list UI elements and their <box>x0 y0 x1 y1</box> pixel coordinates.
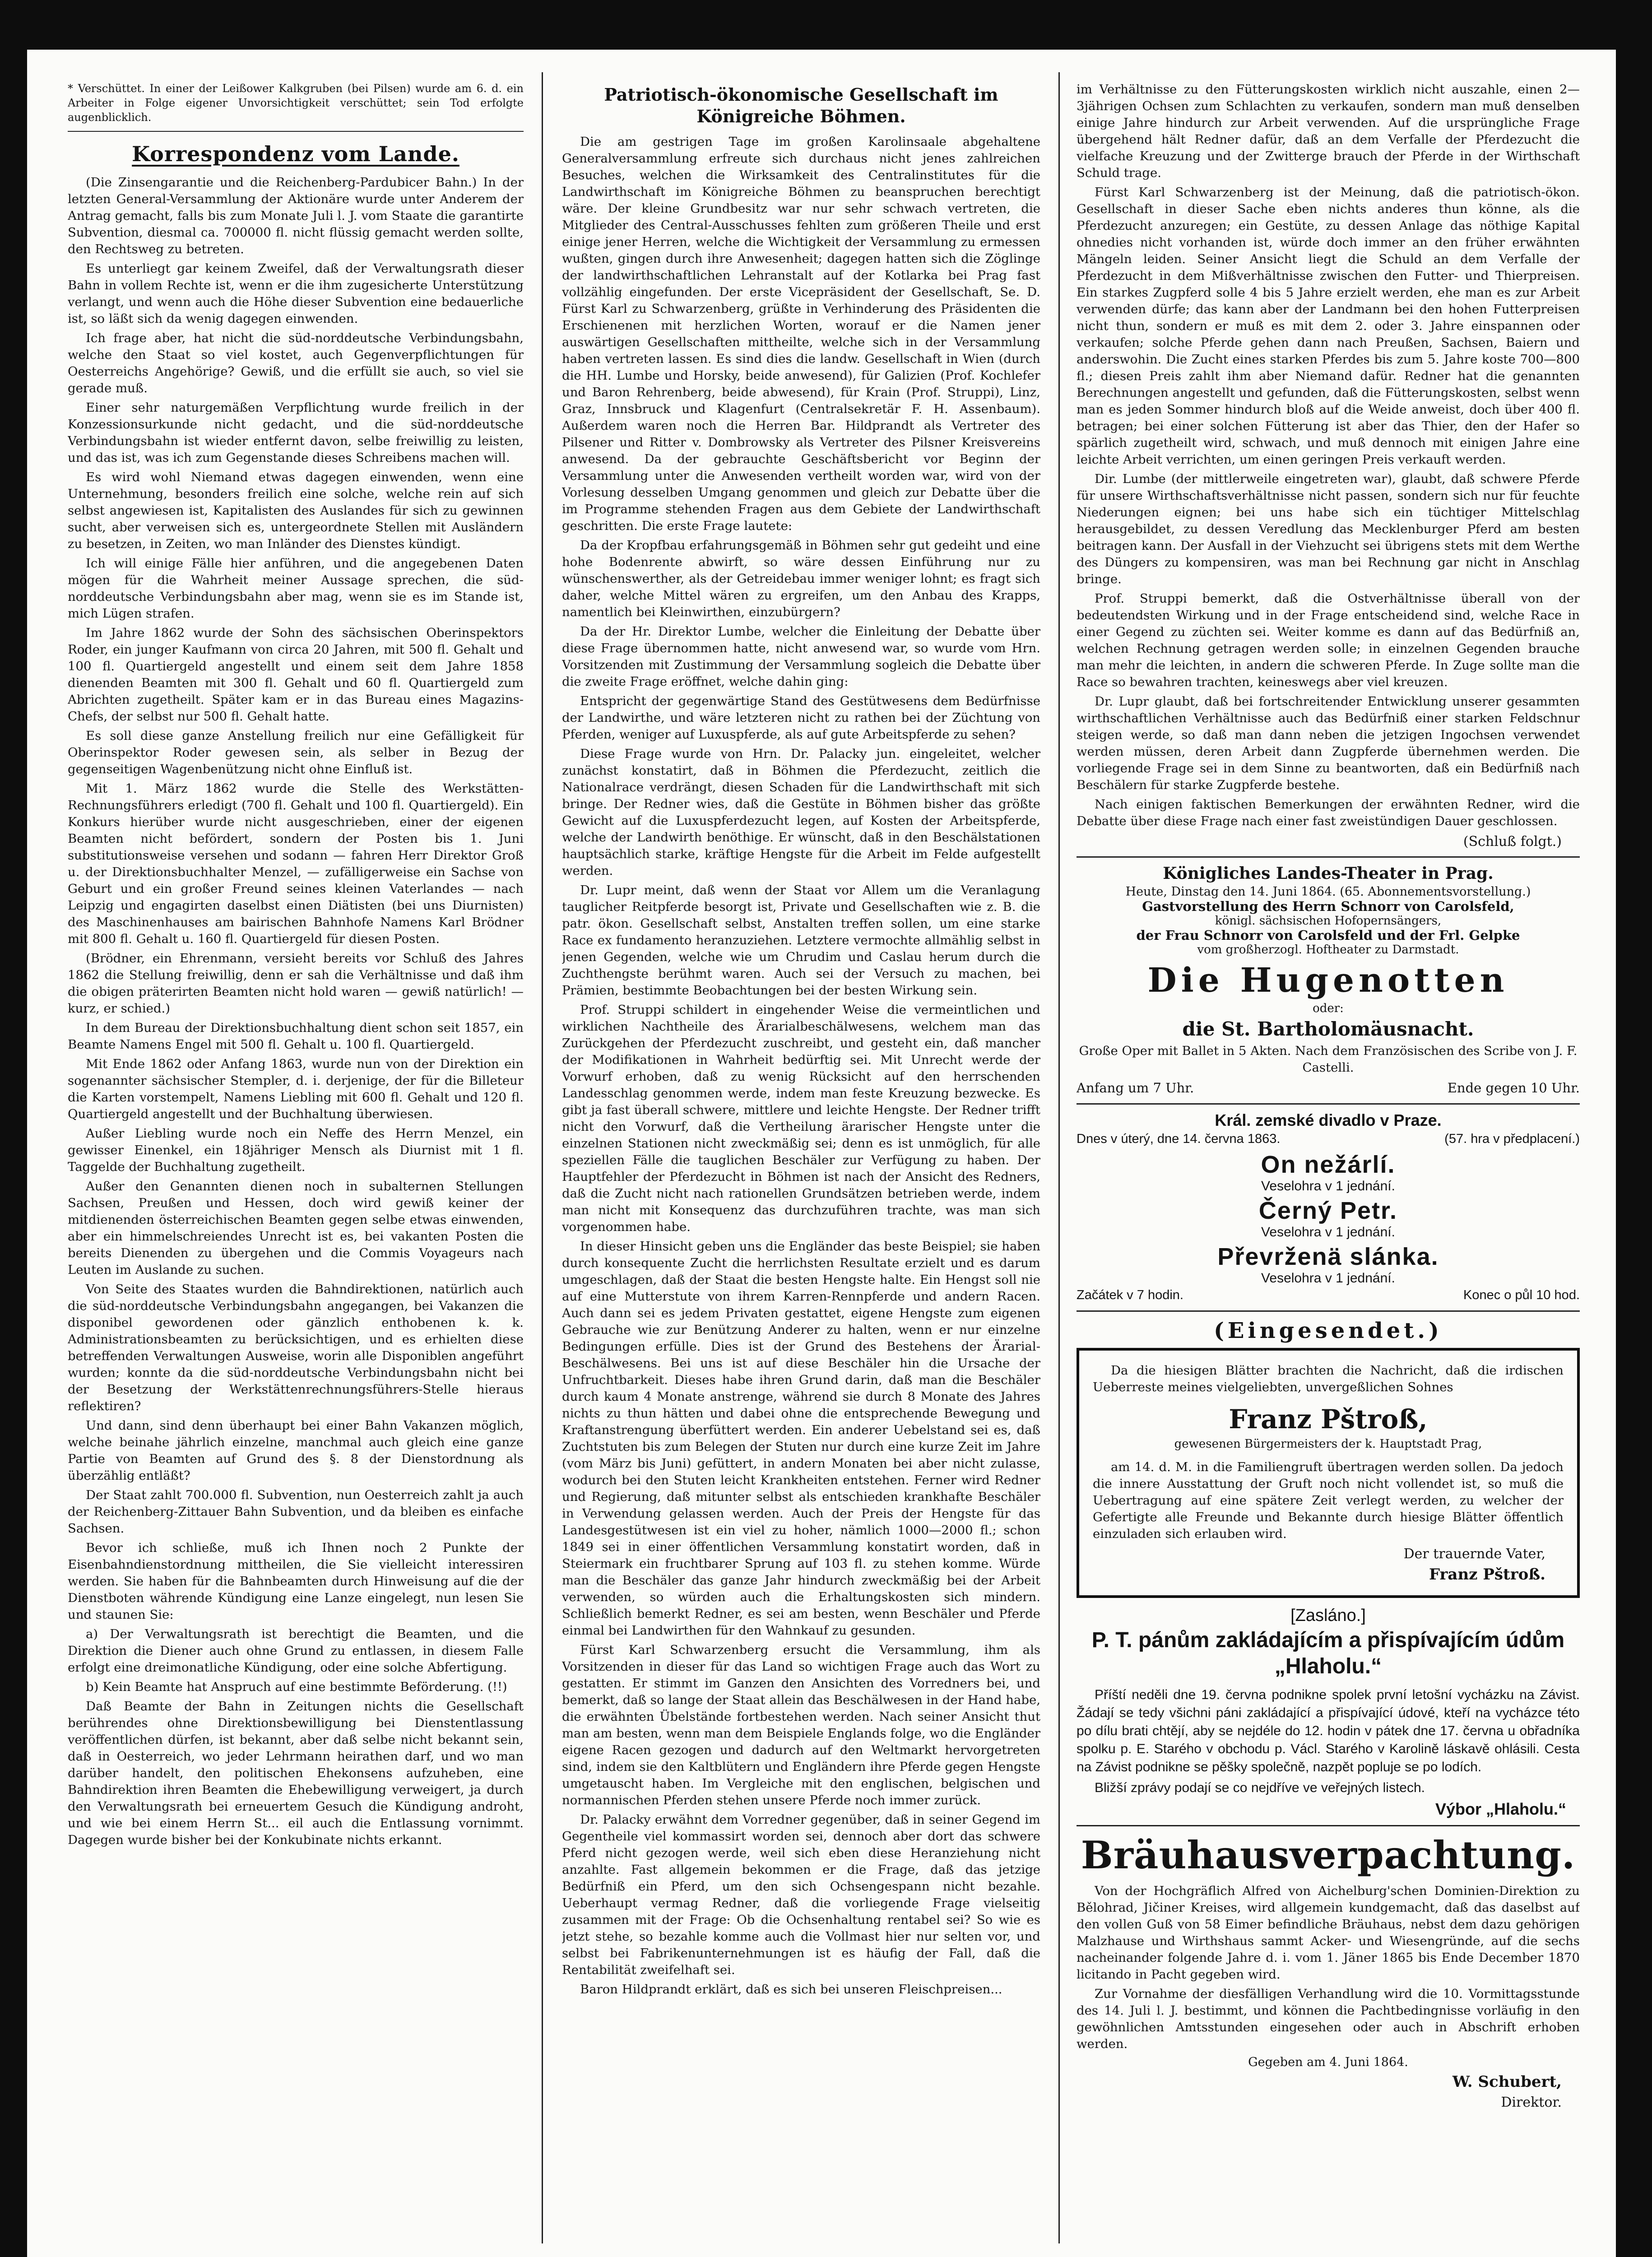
play-description: Große Oper mit Ballet in 5 Akten. Nach dem Französischen des Scribe von J. F. Castelli. <box>1079 1044 1578 1075</box>
paragraph: a) Der Verwaltungsrath ist berechtigt die Beamten, und die Direktion die Diener auch ohne Grund zu entlassen, in diesem Falle erfolgt eine dreimonatliche Kündigung, oder eine solche Abfertigung. <box>68 1627 524 1675</box>
paragraph: Fürst Karl Schwarzenberg ersucht die Versammlung, ihm als Vorsitzenden in dieser für das Land so wichtigen Frage auch das Wort zu gestatten. Er stimmt im Ganzen den Ansichten des Vorredners bei, und bemerkt, daß so lange der Staat allein das Beschälwesen in der Hand habe, die erwähnten Übelstände fortbestehen werden. Nach seiner Ansicht thut man am besten, wenn man dem Beispiele Englands folge, wo die Engländer eigene Racen gezogen und dadurch auf den Weltmarkt hervorgetreten sind, indem sie den Kaltblütern und Engländern ihre Pferde gegen Hengste umgetauscht haben. Im Vergleiche mit den englischen, belgischen und normannischen Pferden stehen unsere Pferde noch immer zurück. <box>562 1643 1040 1807</box>
paragraph: Mit Ende 1862 oder Anfang 1863, wurde nun von der Direktion ein sogenannter sächsischer Stempler, d. i. derjenige, der für die Billeteur die Karten vorstempelt, Namens Liebling mit 600 fl. Gehalt und 120 fl. Quartiergeld angestellt und der Buchhaltung überwiesen. <box>68 1057 524 1121</box>
paragraph: Prof. Struppi bemerkt, daß die Ostverhältnisse überall von der bedeutendsten Wirkung und in der Frage entscheidend sind, welche Race in einer Gegend zu züchten sei. Weiter komme es dann auf das Bedürfniß an, welchen Rechnung getragen werden solle; in einzelnen Gegenden brauche man mehr die leichten, in andern die schweren Pferde. In Zuge sollte man die Race so bewahren trachten, keineswegs aber viel kreuzen. <box>1077 591 1580 689</box>
paragraph: Der Staat zahlt 700.000 fl. Subvention, nun Oesterreich zahlt ja auch der Reichenberg-Zittauer Bahn Subvention, und da bleiben es einfache Sachsen. <box>68 1488 524 1536</box>
paragraph: Dir. Lumbe (der mittlerweile eingetreten war), glaubt, daß schwere Pferde für unsere Wirthschaftsverhältnisse nicht passen, sondern sich nur für feuchte Niederungen eignen; bei uns habe sich ein tüchtiger Mittelschlag herausgebildet, zu dessen Veredlung das Mecklenburger Pferd am besten beitragen kann. Der Ausfall in der Viehzucht sei übrigens stets mit dem Werthe des Düngers zu kompensiren, was man bei Rechnung gar nicht in Anschlag bringe. <box>1077 472 1580 586</box>
czech-date: Dnes v úterý, dne 14. června 1863. <box>1077 1132 1281 1146</box>
paragraph: Außer Liebling wurde noch ein Neffe des Herrn Menzel, ein gewisser Einenkel, ein 18jähriger Mensch als Diurnist mit 1 fl. Taggelde der Buchhaltung zugetheilt. <box>68 1126 524 1174</box>
section-heading: Korrespondenz vom Lande. <box>132 142 459 166</box>
paragraph: Daß Beamte der Bahn in Zeitungen nichts die Gesellschaft berührendes ohne Direktionsbewilligung bei Dienstentlassung veröffentlichen dürfen, ist bekannt, aber daß selbe nicht bekannt sein, daß in Oesterreich, wo jeder Lehrmann heirathen darf, und wo man darüber handelt, den politischen Ehekonsens aufzuheben, eine Bahndirektion ihren Beamten die Ehebewilligung verweigert, ja durch den Verwaltungsrath bei erneuertem Gesuch die Kündigung androht, und wie bei einem Herrn St... eil auch die Entlassung vornimmt. Dagegen wurde bisher bei der Konkubinate nichts erkannt. <box>68 1699 524 1847</box>
divider <box>1077 856 1580 858</box>
paragraph: Da der Hr. Direktor Lumbe, welcher die Einleitung der Debatte über diese Frage übernommen hatte, nicht anwesend war, so wurde vom Hrn. Vorsitzenden mit Zustimmung der Versammlung sogleich die Debatte über die zweite Frage eröffnet, welche dahin ging: <box>562 624 1040 689</box>
article-heading: Patriotisch-ökonomische Gesellschaft im Königreiche Böhmen. <box>604 84 998 126</box>
newspaper-page <box>27 50 1616 2257</box>
paragraph: In dem Bureau der Direktionsbuchhaltung dient schon seit 1857, ein Beamte Namens Engel mit 500 fl. Gehalt u. 100 fl. Quartiergeld. <box>68 1021 524 1052</box>
theater-title: Königliches Landes-Theater in Prag. <box>1163 864 1494 883</box>
paragraph: Bevor ich schließe, muß ich Ihnen noch 2 Punkte der Eisenbahndienstordnung mittheilen, die Sie vielleicht interessiren werden. Sie haben für die Bahnbeamten durch Hinweisung auf die der Dienstboten währende Kündigung eine Lanze eingelegt, nun lesen Sie und staunen Sie: <box>68 1541 524 1622</box>
paragraph: Entspricht der gegenwärtige Stand des Gestütwesens dem Bedürfnisse der Landwirthe, und wäre letzteren nicht zu rathen bei der Züchtung von Pferden, weniger auf Luxuspferde, als auf gute Arbeitspferde zu sehen? <box>562 694 1040 742</box>
start-time: Anfang um 7 Uhr. <box>1077 1080 1194 1096</box>
column-rule <box>542 72 543 2243</box>
paragraph: Von der Hochgräflich Alfred von Aichelburg'schen Dominien-Direktion zu Bělohrad, Jičiner Kreises, wird allgemein kundgemacht, daß das daselbst auf den vollen Guß von 58 Eimer befindliche Bräuhaus, nebst dem dazu gehörigen Malzhause und Wirthshaus sammt Acker- und Wiesengründe, auf die sechs nacheinander folgende Jahre d. i. vom 1. Jäner 1865 bis Ende December 1870 licitando in Pacht gegeben wird. <box>1077 1884 1580 1982</box>
paragraph: b) Kein Beamte hat Anspruch auf eine bestimmte Beförderung. (!!) <box>86 1680 507 1694</box>
paragraph: Im Jahre 1862 wurde der Sohn des sächsischen Oberinspektors Roder, ein junger Kaufmann von circa 20 Jahren, mit 500 fl. Gehalt und 100 fl. Quartiergeld angestellt und einem seit dem Jahre 1858 dienenden Beamten mit 300 fl. Gehalt und 60 fl. Quartiergeld zum Abrichten zugetheilt. Später kam er in das Bureau eines Magazins-Chefs, der selbst nur 500 fl. Gehalt hatte. <box>68 626 524 724</box>
zaslano-signature: Výbor „Hlaholu.“ <box>1435 1800 1566 1818</box>
deceased-name: Franz Pštroß, <box>1229 1404 1428 1435</box>
paragraph: Mit 1. März 1862 wurde die Stelle des Werkstätten-Rechnungsführers erledigt (700 fl. Gehalt und 100 fl. Quartiergeld). Ein Konkurs hierüber wurde nicht ausgeschrieben, einer der eigenen Beamten nicht befördert, sondern der Posten bis 1. Juni substitutionsweise versehen und sodann — fahren Herr Direktor Groß u. der Direktionsbuchhalter Menzel, — zufälligerweise ein Sachse von Geburt und ein großer Freund seines kleinen Vaterlandes — nach Leipzig und engagirten daselbst einen Diätisten (bei uns Diurnisten) des Maschinenhauses am bairischen Bahnhofe Namens Karl Brödner mit 800 fl. Gehalt u. 160 fl. Quartiergeld für diesen Posten. <box>68 781 524 946</box>
theater-line: vom großherzogl. Hoftheater zu Darmstadt. <box>1197 943 1459 957</box>
paragraph: Baron Hildprandt erklärt, daß es sich bei unseren Fleischpreisen... <box>580 1982 1002 1997</box>
czech-start: Začátek v 7 hodin. <box>1077 1288 1183 1302</box>
paragraph: Es soll diese ganze Anstellung freilich nur eine Gefälligkeit für Oberinspektor Roder gewesen sein, als selber in Bezug der gegenseitigen Wagenbenützung nicht ohne Einfluß ist. <box>68 729 524 776</box>
brauhaus-notice <box>1077 1833 1580 2110</box>
theater-line: Gastvorstellung des Herrn Schnorr von Carolsfeld, <box>1142 899 1514 914</box>
czech-play-desc: Veselohra v 1 jednání. <box>1261 1271 1395 1286</box>
czech-play-title: On nežárlí. <box>1261 1151 1396 1178</box>
continuation-note: (Schluß folgt.) <box>1463 834 1562 850</box>
theater-date: Heute, Dinstag den 14. Juni 1864. (65. Abonnementsvorstellung.) <box>1125 885 1531 899</box>
paragraph: Dr. Palacky erwähnt dem Vorredner gegenüber, daß in seiner Gegend im Gegentheile viel kommassirt worden sei, dennoch aber dort das schwere Pferd nicht gezogen werde, weil sich eben diese Heranziehung nicht anzahlte. Fast allgemein bekommen er die Frage, daß das jetzige Bedürfniß ein Pferd, um den sich Ochsengespann nicht bezahle. Ueberhaupt vermag Redner, daß die vorliegende Frage vielseitig zusammen mit der Frage: Ob die Ochsenhaltung rentabel sei? So wie es jetzt stehe, so bezahle komme auch die Vollmast hier nur selten vor, und selbst bei Fabrikenunternehmungen ist es häufig der Fall, daß die Rentabilität zweifelhaft sei. <box>562 1812 1040 1977</box>
paragraph: Dr. Lupr meint, daß wenn der Staat vor Allem um die Veranlagung tauglicher Reitpferde besorgt ist, Private und Gesellschaften wie z. B. die patr. ökon. Gesellschaft selbst, Anstalten treffen sollen, um eine starke Race ex fundamento heranzuziehen. Letztere vermochte allmählig selbst in jenen Gegenden, welche wie um Chrudim und Caslau herum durch die Zuchthengste berühmt waren. Auch sei der Versuch zu machen, bei Prämien, bestimmte Beobachtungen bei der besten Wirkung sein. <box>562 883 1040 998</box>
paragraph: (Die Zinsengarantie und die Reichenberg-Pardubicer Bahn.) In der letzten General-Versammlung der Aktionäre wurde unter Anderem der Antrag gemacht, falls bis zum Monate Juli l. J. vom Staate die garantirte Subvention, diesmal ca. 700000 fl. nicht flüssig gemacht werden sollte, den Rechtsweg zu betreten. <box>68 175 524 256</box>
column-rule <box>1058 72 1060 2243</box>
czech-abonnement: (57. hra v předplacení.) <box>1444 1132 1580 1146</box>
paragraph: Die am gestrigen Tage im großen Karolinsaale abgehaltene Generalversammlung erfreute sich durchaus nicht jenes zahlreichen Besuches, welchen die Wirksamkeit des Centralinstitutes für die Landwirthschaft im Königreiche Böhmen zu beanspruchen berechtigt wäre. Der kleine Grundbesitz war nur sehr schwach vertreten, die Mitglieder des Central-Ausschusses fehlten zum größeren Theile und erst einige jener Herren, welche die Wichtigkeit der Versammlung zu ermessen wußten, gingen durch ihre Anwesenheit; dagegen hatten sich die Zöglinge der landwirthschaftlichen Lehranstalt auf der Kotlarka bei Prag fast vollzählig eingefunden. Der erste Vicepräsident der Gesellschaft, Se. D. Fürst Karl zu Schwarzenberg, grüßte in Verhinderung des Präsidenten die Erschienenen mit herzlichen Worten, worauf er die Namen jener auswärtigen Gesellschaften mittheilte, welche sich in der Versammlung haben vertreten lassen. Es sind dies die landw. Gesellschaft in Wien (durch die HH. Lumbe und Horsky, beide anwesend), für Galizien (Prof. Kochlefer und Baron Rehrenberg, beide abwesend), für Krain (Prof. Struppi), Linz, Graz, Innsbruck und Klagenfurt (Centralsekretär F. H. Assenbaum). Außerdem waren noch die Herren Bar. Hildprandt als Vertreter des Pilsener und Ritter v. Dombrowsky als Vertreter des Pilsner Kreisvereins anwesend. Da der gebrauchte Geschäftsbericht vor Beginn der Versammlung unter die Anwesenden vertheilt worden war, wird von der Vorlesung desselben Umgang genommen und gleich zur Debatte über die im Programme stehenden Fragen aus dem Gebiete der Landwirthschaft geschritten. Die erste Frage lautete: <box>562 135 1040 533</box>
paragraph: In dieser Hinsicht geben uns die Engländer das beste Beispiel; sie haben durch konsequente Zucht die herrlichsten Resultate erzielt und es darum umgeschlagen, daß der Staat die besten Hengste halte. Ein Hengst soll nie auf eine Mutterstute von ihrem Karren-Rennpferde und andern Racen. Auch dann sei es jedem Privaten gestattet, eigene Hengste zum eigenen Gebrauche wie zur Benützung Anderer zu halten, wenn er nur einzelne Bedingungen erfülle. Dies ist der Grund des Bestehens der Ärarial-Beschälwesens. Bei uns ist auf diese Beschäler hin die Ursache der Unfruchtbarkeit. Dieses habe ihren Grund darin, daß man die Beschäler durch kaum 4 Monate anstrenge, während sie durch 8 Monate des Jahres nichts zu thun hätten und dabei ohne die entsprechende Bewegung und Kraftanstrengung überfüttert werden. Ein anderer Uebelstand sei es, daß Zuchtstuten bis zum Belegen der Stuten nur durch eine kurze Zeit im Jahre (vom März bis Juni) gefüttert, in andern Monaten bei aber nicht zulasse, wodurch bei den Stuten leicht Krankheiten entstehen. Ferner wird Redner und Regierung, daß mitunter selbst als entschieden krankhafte Beschäler in Verwendung gelassen werden. Auch der Preis der Hengste für das Landesgestütwesen ist ein viel zu hoher, nämlich 1000—2000 fl.; schon 1849 sei in einer öffentlichen Versammlung konstatirt worden, daß in Steiermark ein fruchtbarer Sprung auf 103 fl. zu stehen komme. Würde man die Beschäler das ganze Jahr hindurch zweckmäßig bei der Arbeit verwenden, so würden auch die Erhaltungskosten sich mindern. Schließlich bemerkt Redner, es sei am besten, wenn Beschäler und Pferde einmal bei Landwirthen für den Wahnkauf zu gesunden. <box>562 1239 1040 1638</box>
paragraph: Bližší zprávy podají se co nejdříve ve veřejných listech. <box>1095 1780 1425 1795</box>
theater-line: der Frau Schnorr von Carolsfeld und der Frl. Gelpke <box>1136 928 1520 943</box>
paragraph: Zur Vornahme der diesfälligen Verhandlung wird die 10. Vormittagsstunde des 14. Juli l. J. bestimmt, und können die Pachtbedingnisse vorläufig in den gewöhnlichen Amtsstunden eingesehen oder auch in Abschrift erhoben werden. <box>1077 1987 1580 2051</box>
paragraph: Einer sehr naturgemäßen Verpflichtung wurde freilich in der Konzessionsurkunde nicht gedacht, und die süd-norddeutsche Verbindungsbahn ist wieder entfernt davon, selbe freiwillig zu leisten, und das ist, was ich zum Gegenstande dieses Schreibens machen will. <box>68 400 524 465</box>
brauhaus-date: Gegeben am 4. Juni 1864. <box>1248 2055 1408 2069</box>
zaslano-notice <box>1077 1606 1580 1819</box>
brauhaus-signature: W. Schubert, <box>1452 2073 1562 2091</box>
brauhaus-signature-title: Direktor. <box>1501 2094 1562 2110</box>
signature-name: Franz Pštroß. <box>1429 1565 1545 1584</box>
column-3 <box>1077 81 1580 2230</box>
paragraph: Nach einigen faktischen Bemerkungen der erwähnten Redner, wird die Debatte über diese Frage nach einer fast zweistündigen Dauer geschlossen. <box>1077 797 1580 828</box>
divider <box>1077 1310 1580 1312</box>
czech-times <box>1077 1286 1580 1304</box>
play-oder: oder: <box>1313 1002 1344 1015</box>
paragraph: Und dann, sind denn überhaupt bei einer Bahn Vakanzen möglich, welche beinahe jährlich einzelne, manchmal auch gleich eine ganze Partie von Beamten auf Grund des §. 8 der Dienstordnung als überzählig entläßt? <box>68 1418 524 1483</box>
paragraph: (Brödner, ein Ehrenmann, versieht bereits vor Schluß des Jahres 1862 die Stellung freiwillig, denn er sah die Verhältnisse und daß ihm die obigen präterirten Beamten nicht hold waren — gewiß natürlich! — kurz, er schied.) <box>68 951 524 1016</box>
column-2 <box>562 81 1040 2230</box>
paragraph: Von Seite des Staates wurden die Bahndirektionen, natürlich auch die süd-norddeutsche Verbindungsbahn angegangen, bei Vakanzen die disponibel gewordenen oder gänzlich enthobenen k. k. Administrationsbeamten zu berücksichtigen, und es erhielten diese betreffenden Verwaltungen Ausweise, worin alle Disponiblen angeführt wurden; konnte da die süd-norddeutsche Verbindungsbahn nicht bei der Besetzung der Werkstättenrechnungsführers-Stelle hieraus reflektiren? <box>68 1282 524 1413</box>
paragraph: Dr. Lupr glaubt, daß bei fortschreitender Entwicklung unserer gesammten wirthschaftlichen Verhältnisse auch das Bedürfniß einer starken Feldschnur steigen werde, so daß man dann neben die jetzigen Ingochsen verwendet werden müssen, deren Arbeit dann Zugpferde übernehmen werden. Die vorliegende Frage sei in dem Sinne zu beantworten, daß ein Bedürfniß nach Beschälern für starke Zugpferde bestehe. <box>1077 694 1580 792</box>
paragraph: Es unterliegt gar keinem Zweifel, daß der Verwaltungsrath dieser Bahn in vollem Rechte ist, wenn er die ihm zugesicherte Unterstützung verlangt, und wenn auch die Höhe dieser Subvention eine bedauerliche ist, so läßt sich da wenig dagegen einwenden. <box>68 261 524 326</box>
deceased-title: gewesenen Bürgermeisters der k. Hauptstadt Prag, <box>1174 1437 1482 1451</box>
death-notice-box <box>1077 1348 1580 1598</box>
end-time: Ende gegen 10 Uhr. <box>1447 1080 1580 1096</box>
paragraph: Außer den Genannten dienen noch in subalternen Stellungen Sachsen, Preußen und Hessen, doch wird gewiß keiner der mitdienenden österreichischen Beamten gegen selbe etwas einwenden, aber ein himmelschreiendes Unrecht ist es, bei vakanten Posten die bereits Dienenden zu übergehen und die Commis Voyageurs nach Leuten im Auslande zu suchen. <box>68 1179 524 1277</box>
paragraph: Es wird wohl Niemand etwas dagegen einwenden, wenn eine Unternehmung, besonders freilich eine solche, welche rein auf sich selbst angewiesen ist, Kapitalisten des Auslandes für sich zu gewinnen sucht, aber verweisen sich es, untergeordnete Stellen mit Ausländern zu besetzen, in Zeiten, wo man Inländer des Dienstes kündigt. <box>68 470 524 551</box>
theater-announcement <box>1077 864 1580 1097</box>
theater-times <box>1077 1079 1580 1097</box>
paragraph: Prof. Struppi schildert in eingehender Weise die vermeintlichen und wirklichen Nachtheile des Ärarialbeschälwesens, welchem man das Zurückgehen der Pferdezucht zuschreibt, und gesteht ein, daß mancher der Modifikationen in Wahrheit bedürftig sei. Mit Unrecht werde der Vorwurf erhoben, daß zu wenig Rücksicht auf den herrschenden Landesschlag genommen werde, indem man feste Kreuzung bezwecke. Es gibt ja fast überall schwere, mittlere und leichte Hengste. Der Redner trifft nicht den Vorwurf, daß die Vertheilung ärarischer Hengste unter die einzelnen Stationen nicht zweckmäßig sei; denn es ist unmöglich, für alle speziellen Fälle die tauglichen Beschäler zur Verfügung zu haben. Der Hauptfehler der Pferdezucht in Böhmen ist nach der Ansicht des Redners, daß die Zucht nicht nach rationellen Grundsätzen betrieben werde, indem man nicht mit Konsequenz das durchzuführen trachte, was man sich vorgenommen habe. <box>562 1003 1040 1234</box>
czech-play-title: Černý Petr. <box>1258 1197 1398 1224</box>
paragraph: Da die hiesigen Blätter brachten die Nachricht, daß die irdischen Ueberreste meines vielgeliebten, unvergeßlichen Sohnes <box>1093 1363 1564 1394</box>
theater-line: königl. sächsischen Hofopernsängers, <box>1215 914 1442 928</box>
eingesendet-label: (Eingesendet.) <box>1214 1318 1443 1343</box>
news-note: * Verschüttet. In einer der Leißower Kalkgruben (bei Pilsen) wurde am 6. d. ein Arbeiter in Folge eigener Unvorsichtigkeit verschüttet; sein Tod erfolgte augenblicklich. <box>68 82 524 124</box>
czech-play-desc: Veselohra v 1 jednání. <box>1261 1179 1395 1194</box>
paragraph: Příští neděli dne 19. června podnikne spolek první letošní vycházku na Závist. Žádají se tedy všichni páni zakládající a přispívající údové, kteří na vycházce této po dílu brati chtějí, aby se nejdéle do 12. hodin v pátek dne 17. června u obřadníka spolku p. E. Starého v obchodu p. Václ. Starého v Karolině láskavě ohlásili. Cesta na Závist podnikne se pěšky společně, nazpět popluje se po lodích. <box>1077 1687 1580 1774</box>
column-1 <box>68 81 524 2230</box>
czech-play-title: Převrženä slánka. <box>1217 1243 1439 1270</box>
brauhaus-heading: Bräuhausverpachtung. <box>1081 1833 1576 1877</box>
paragraph: Da der Kropfbau erfahrungsgemäß in Böhmen sehr gut gedeiht und eine hohe Bodenrente abwirft, so wäre dessen Einführung nur zu wünschenswerther, als der Getreidebau immer weniger lohnt; es fragt sich daher, welche Mittel wären zu ergreifen, um den Anbau des Krapps, namentlich bei Kleinwirthen, einzubürgern? <box>562 538 1040 619</box>
signature-line: Der trauernde Vater, <box>1403 1546 1545 1562</box>
paragraph: im Verhältnisse zu den Fütterungskosten wirklich nicht auszahle, einen 2—3jährigen Ochsen zum Schlachten zu verkaufen, sondern man muß denselben einige Jahre hindurch zur Arbeit verwenden. Auf die ursprüngliche Frage übergehend hält Redner dafür, daß an dem Verfalle der Pferdezucht die vielfache Kreuzung und der Zwitterge brauch der Pferde in der Wirthschaft Schuld trage. <box>1077 82 1580 180</box>
paragraph: am 14. d. M. in die Familiengruft übertragen werden sollen. Da jedoch die innere Ausstattung der Gruft noch nicht vollendet ist, so muß die Uebertragung auf eine spätere Zeit verlegt werden, zu welcher der Gefertigte alle Freunde und Bekannte durch hiesige Blätter öffentlich einzuladen sich erlauben wird. <box>1093 1460 1564 1541</box>
czech-theater-date-row <box>1077 1130 1580 1148</box>
zaslano-heading: P. T. pánům zakládajícím a přispívajícím údům „Hlaholu.“ <box>1091 1628 1565 1678</box>
divider <box>68 131 524 132</box>
paragraph: Ich frage aber, hat nicht die süd-norddeutsche Verbindungsbahn, welche den Staat so viel kostet, auch Gegenverpflichtungen für Oesterreichs Angehörige? Gewiß, und die erfüllt sie auch, so viel sie gerade muß. <box>68 331 524 395</box>
divider <box>1077 1103 1580 1105</box>
czech-theater-announcement <box>1077 1111 1580 1304</box>
czech-theater-title: Král. zemské divadlo v Praze. <box>1215 1111 1442 1129</box>
play-subtitle: die St. Bartholomäusnacht. <box>1182 1018 1474 1040</box>
zaslano-label: [Zasláno.] <box>1290 1606 1366 1625</box>
paragraph: Ich will einige Fälle hier anführen, und die angegebenen Daten mögen für die Wahrheit meiner Aussage sprechen, die süd-norddeutsche Verbindungsbahn aber mag, wenn sie es im Stande ist, mich Lügen strafen. <box>68 556 524 621</box>
czech-play-desc: Veselohra v 1 jednání. <box>1261 1225 1395 1240</box>
play-title: Die Hugenotten <box>1147 961 1509 1000</box>
paragraph: Fürst Karl Schwarzenberg ist der Meinung, daß die patriotisch-ökon. Gesellschaft in dieser Sache eben nichts anderes thun könne, als die Pferdezucht anzuregen; ein Gestüte, zu dessen Anlage das nöthige Kapital ohnedies nicht vorhanden ist, würde doch immer an den früher erwähnten Mängeln leiden. Seiner Ansicht liegt die Schuld an dem Verfalle der Pferdezucht in dem Mißverhältnisse zwischen den Futter- und Thierpreisen. Ein starkes Zugpferd solle 4 bis 5 Jahre erzielt werden, ehe man es zur Arbeit verwenden dürfe; das kann aber der Landmann bei den hohen Futterpreisen nicht thun, sondern er muß es mit dem 2. oder 3. Jahre einspannen oder verkaufen; solche Pferde gehen dann nach Preußen, Sachsen, Baiern und anderswohin. Die Zucht eines starken Pferdes bis zum 5. Jahre koste 700—800 fl.; diesen Preis zahlt ihm aber Niemand dafür. Redner hat die genannten Berechnungen angestellt und gefunden, daß die Fütterungskosten, selbst wenn man es jeden Sommer hindurch bloß auf die Weide anweist, doch über 400 fl. betragen; bei einer solchen Fütterung ist aber das Thier, den der Hafer so spärlich zugetheilt wird, schwach, und muß dennoch mit einigen Jahre eine leichte Arbeit verrichten, um einen geringen Preis verkauft werden. <box>1077 185 1580 467</box>
divider <box>1077 1825 1580 1826</box>
paragraph: Diese Frage wurde von Hrn. Dr. Palacky jun. eingeleitet, welcher zunächst konstatirt, daß in Böhmen die Pferdezucht, zeitlich die Nationalrace verdrängt, diesen Schaden für die Landwirthschaft mit sich bringe. Der Redner wies, daß die Gestüte in Böhmen bisher das größte Gewicht auf die Luxuspferdezucht legen, auf Kosten der Arbeitspferde, welche der Landwirth benöthige. Er wünscht, daß in den Beschälstationen hauptsächlich starke, kräftige Hengste für die Arbeit im Felde aufgestellt werden. <box>562 747 1040 878</box>
czech-end: Konec o půl 10 hod. <box>1463 1288 1580 1302</box>
